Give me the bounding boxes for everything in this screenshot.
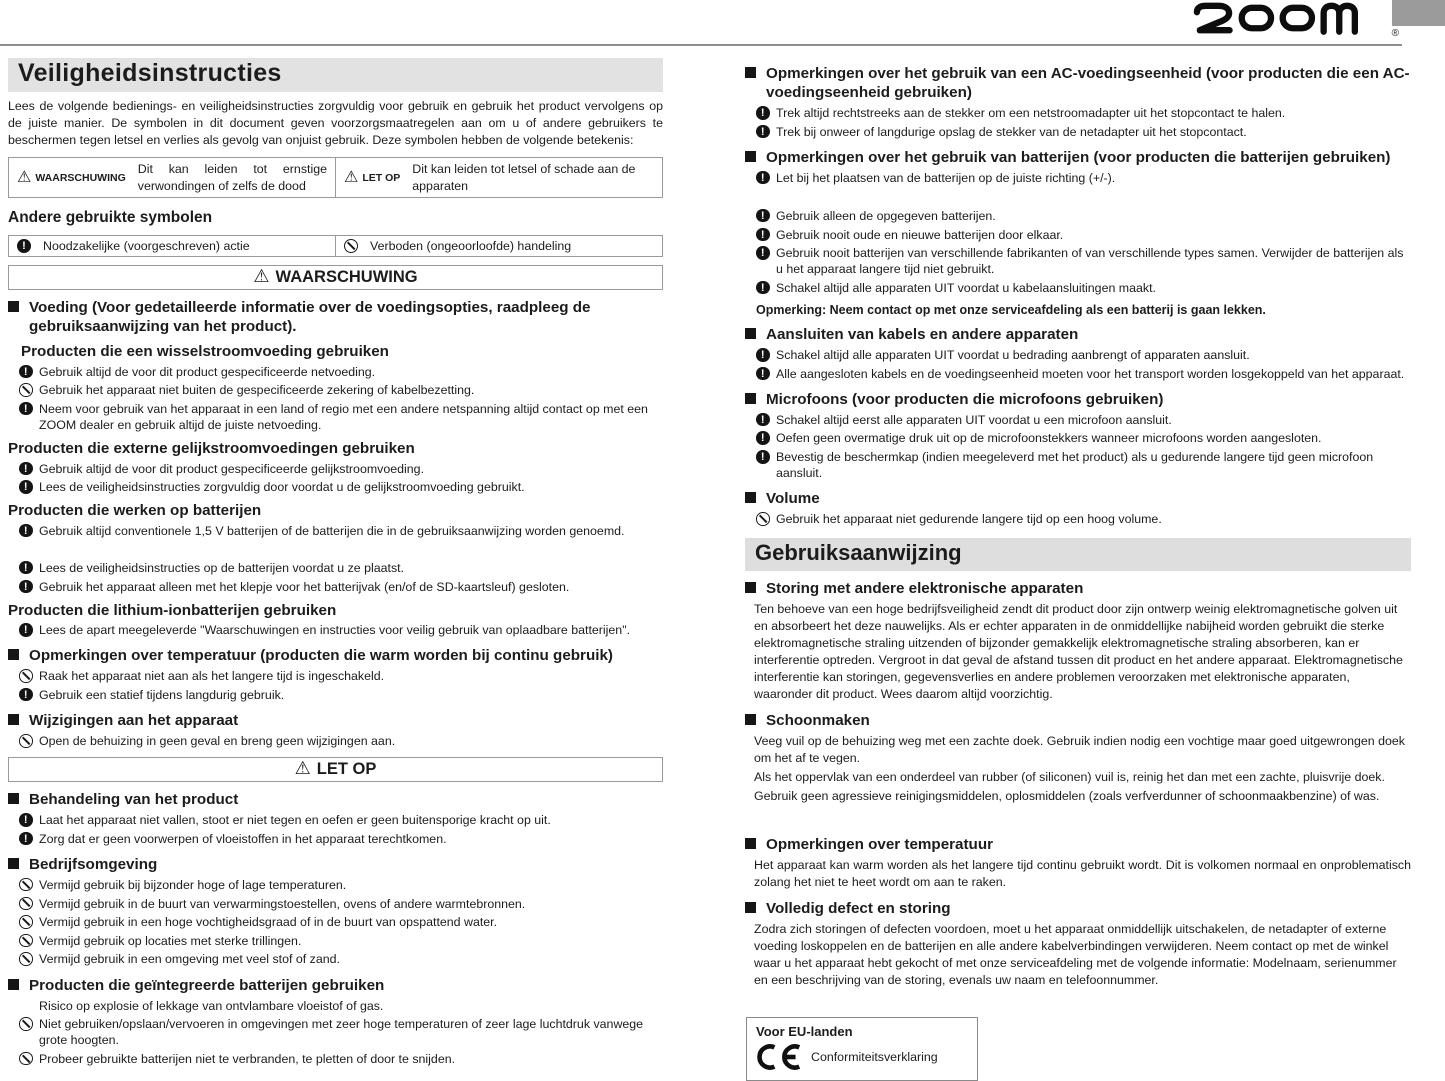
instruction-text: Vermijd gebruik in de buurt van verwarmingstoestellen, ovens of andere warmtebronnen. xyxy=(39,896,526,911)
zoom-logo xyxy=(1193,2,1399,38)
instruction-text: Trek bij onweer of langdurige opslag de stekker van de netadapter uit het stopcontact. xyxy=(776,124,1247,139)
prohibited-icon xyxy=(19,878,33,892)
instruction-text: Gebruik het apparaat niet buiten de gespecificeerde zekering of kabelbezetting. xyxy=(39,383,475,398)
eu-box-title: Voor EU-landen xyxy=(756,1024,853,1040)
instruction-text: Trek altijd rechtstreeks aan de stekker om een netstroomadapter uit het stopcontact te halen. xyxy=(776,106,1286,120)
instruction-item xyxy=(8,831,663,847)
section-heading xyxy=(745,835,1411,854)
instruction-text: Vermijd gebruik in een omgeving met veel stof of zand. xyxy=(39,952,340,967)
subsection-heading: Producten die een wisselstroomvoeding gebruiken xyxy=(21,343,389,361)
instruction-text: Niet gebruiken/opslaan/vervoeren in omgevingen met zeer hoge temperaturen of zeer lage luchtdruk vanwege grote hoogten. xyxy=(39,1017,644,1048)
section-heading-text: Wijzigingen aan het apparaat xyxy=(29,712,239,730)
instruction-item xyxy=(745,449,1411,481)
instruction-item xyxy=(745,412,1411,428)
instruction-text: Alle aangesloten kabels en de voedingseenheid moeten voor het transport worden losgekoppeld van het apparaat. xyxy=(776,366,1405,381)
instruction-text: Vermijd gebruik in een hoge vochtigheidsgraad of in de buurt van opspattend water. xyxy=(39,915,498,930)
instruction-item xyxy=(8,622,663,638)
section-heading-text: Opmerkingen over het gebruik van batterijen (voor producten die batterijen gebruiken) xyxy=(766,148,1391,166)
banner-label: LET OP xyxy=(316,760,377,779)
section-heading xyxy=(745,390,1411,409)
prohibited-icon xyxy=(19,669,33,683)
instruction-item xyxy=(745,280,1411,296)
note: Opmerking: Neem contact op met onze serviceafdeling als een batterij is gaan lekken. xyxy=(756,303,1266,317)
instruction-text: Gebruik altijd conventionele 1,5 V batterijen of de batterijen die in de gebruiksaanwijzing worden genoemd. xyxy=(39,523,625,538)
instruction-item xyxy=(8,1051,663,1067)
instruction-text: Raak het apparaat niet aan als het langere tijd is ingeschakeld. xyxy=(39,669,385,684)
mandatory-icon xyxy=(756,413,770,427)
severity-cell-warning xyxy=(9,158,336,198)
instruction-text: Gebruik het apparaat alleen met het klepje voor het batterijvak (en/of de SD-kaartsleuf) gesloten. xyxy=(39,579,570,594)
symbol-cell-prohibited xyxy=(336,236,663,257)
instruction-text: Lees de veiligheidsinstructies op de batterijen voordat u ze plaatst. xyxy=(39,560,405,575)
instruction-text: Probeer gebruikte batterijen niet te verbranden, te pletten of door te snijden. xyxy=(39,1051,456,1066)
section-heading xyxy=(8,790,663,809)
page-corner-tab xyxy=(1392,0,1445,26)
prohibited-icon xyxy=(19,1017,33,1031)
instruction-item xyxy=(745,105,1411,121)
banner-label: WAARSCHUWING xyxy=(275,268,418,287)
left-blocks xyxy=(8,265,663,1067)
instruction-text: Bevestig de beschermkap (indien meegeleverd met het product) als u gedurende langere tijd geen microfoon aansluit. xyxy=(776,450,1374,481)
instruction-item xyxy=(745,170,1411,186)
mandatory-icon xyxy=(756,228,770,242)
mandatory-icon xyxy=(19,462,33,476)
section-heading-text: Opmerkingen over temperatuur xyxy=(766,836,994,854)
instruction-item xyxy=(8,382,663,398)
mandatory-icon xyxy=(19,688,33,702)
mandatory-icon xyxy=(19,580,33,594)
section-heading-text: Volledig defect en storing xyxy=(766,900,951,918)
section-heading-text: Aansluiten van kabels en andere apparaten xyxy=(766,326,1079,343)
instruction-item xyxy=(8,523,663,539)
instruction-text: Risico op explosie of lekkage van ontvlambare vloeistof of gas. xyxy=(39,998,384,1013)
section-square-icon xyxy=(8,649,19,660)
section-square-icon xyxy=(8,301,19,312)
instruction-text: Gebruik een statief tijdens langdurig gebruik. xyxy=(39,687,285,702)
section-square-icon xyxy=(745,67,756,78)
section-heading xyxy=(8,855,663,874)
severity-label: WAARSCHUWING xyxy=(35,171,126,184)
instruction-item xyxy=(745,430,1411,446)
instruction-item xyxy=(8,896,663,912)
mandatory-icon xyxy=(19,561,33,575)
prohibited-icon xyxy=(19,383,33,397)
instruction-item xyxy=(8,812,663,828)
instruction-item xyxy=(8,401,663,433)
instruction-item xyxy=(745,227,1411,243)
mandatory-icon xyxy=(19,402,33,416)
page-title: Veiligheidsinstructies xyxy=(8,58,663,92)
section-heading xyxy=(8,646,663,665)
spacer xyxy=(745,807,1411,827)
zoom-logo-glyphs xyxy=(1193,2,1388,36)
instruction-text: Laat het apparaat niet vallen, stoot er niet tegen en oefen er geen buitensporige kracht op uit. xyxy=(39,813,551,828)
section-heading xyxy=(8,976,663,995)
mandatory-icon xyxy=(756,367,770,381)
instruction-item xyxy=(8,998,663,1014)
mandatory-icon xyxy=(19,623,33,637)
instruction-text: Zorg dat er geen voorwerpen of vloeistoffen in het apparaat terechtkomen. xyxy=(39,831,447,846)
section-square-icon xyxy=(745,582,756,593)
mandatory-icon xyxy=(756,281,770,295)
instruction-text: Vermijd gebruik op locaties met sterke trillingen. xyxy=(39,933,302,948)
symbol-desc: Verboden (ongeoorloofde) handeling xyxy=(370,239,572,254)
subsection-heading: Producten die externe gelijkstroomvoedingen gebruiken xyxy=(8,440,415,458)
mandatory-icon xyxy=(19,832,33,846)
body-paragraph: Als het oppervlak van een onderdeel van rubber (of siliconen) vuil is, reinig het dan met een zachte, pluisvrije doek. xyxy=(754,770,1385,785)
mandatory-icon xyxy=(756,209,770,223)
section-heading-text: Producten die geïntegreerde batterijen gebruiken xyxy=(29,976,385,994)
section-heading xyxy=(745,148,1411,167)
warning-triangle-icon xyxy=(344,170,362,186)
section-square-icon xyxy=(745,838,756,849)
section-heading xyxy=(745,325,1411,344)
section-square-icon xyxy=(745,151,756,162)
symbol-desc: Noodzakelijke (voorgeschreven) actie xyxy=(43,239,250,254)
body-paragraph: Ten behoeve van een hoge bedrijfsveiligheid zendt dit product door zijn ontwerp weinig elektromagnetische golven uit en absorbeert het deze nauwelijks. Als er echter apparaten in de onmiddellijke nabijheid worden gebruikt die sterke elektromagnetische straling uitzenden of bijzonder gemakkelijk elektromagnetische straling absorberen, kan er interferentie optreden. Vergroot in dat geval de afstand tussen dit product en het andere apparaat. Elektromagnetische interferentie kan storingen, gegevensverlies en andere problemen veroorzaken met elektronische apparaten, waaronder dit product. Wees daarom altijd voorzichtig. xyxy=(754,602,1403,702)
section-heading-text: Schoonmaken xyxy=(766,712,870,730)
mandatory-icon xyxy=(756,125,770,139)
section-square-icon xyxy=(745,902,756,913)
section-square-icon xyxy=(8,858,19,869)
section-heading xyxy=(745,711,1411,730)
instruction-item xyxy=(745,208,1411,224)
mandatory-icon xyxy=(756,348,770,362)
instruction-text: Gebruik nooit batterijen van verschillende fabrikanten of van verschillende types samen. Verwijder de batterijen als u het apparaat langere tijd niet gebruikt. xyxy=(776,246,1404,277)
instruction-item xyxy=(745,347,1411,363)
warning-triangle-icon xyxy=(253,268,275,286)
instruction-item xyxy=(8,933,663,949)
section-square-icon xyxy=(745,714,756,725)
mandatory-icon xyxy=(756,431,770,445)
section-heading-text: Opmerkingen over temperatuur (producten die warm worden bij continu gebruik) xyxy=(29,647,613,665)
section-heading xyxy=(745,64,1411,102)
severity-desc: Dit kan leiden tot letsel of schade aan de apparaten xyxy=(412,162,636,193)
instruction-item xyxy=(8,560,663,576)
section-heading-text: Bedrijfsomgeving xyxy=(29,855,158,873)
header-divider xyxy=(0,44,1402,46)
section-heading-text: Microfoons (voor producten die microfoons gebruiken) xyxy=(766,390,1164,408)
instruction-item xyxy=(745,366,1411,382)
section-heading-text: Opmerkingen over het gebruik van een AC-voedingseenheid (voor producten die een AC-voedingseenheid gebruiken) xyxy=(766,65,1410,101)
body-paragraph: Veeg vuil op de behuizing weg met een zachte doek. Gebruik indien nodig een vochtige maar goed uitgewrongen doek om het af te vegen. xyxy=(754,734,1405,766)
mandatory-icon xyxy=(756,246,770,260)
body-paragraph: Gebruik geen agressieve reinigingsmiddelen, oplosmiddelen (zoals verfverdunner of schoonmaakbenzine) of was. xyxy=(754,789,1380,804)
prohibited-icon xyxy=(19,952,33,966)
instruction-item xyxy=(8,914,663,930)
section-square-icon xyxy=(745,393,756,404)
mandatory-action-icon xyxy=(17,239,31,253)
spacer xyxy=(8,541,663,557)
mandatory-icon xyxy=(756,450,770,464)
instruction-text: Gebruik altijd de voor dit product gespecificeerde netvoeding. xyxy=(39,364,376,379)
instruction-item xyxy=(8,364,663,380)
right-blocks xyxy=(745,64,1411,989)
section-heading-text: Behandeling van het product xyxy=(29,791,239,809)
eu-declaration-box xyxy=(746,1017,978,1081)
instruction-item xyxy=(8,668,663,684)
instruction-item xyxy=(745,511,1411,527)
section-heading xyxy=(745,899,1411,918)
instruction-text: Lees de apart meegeleverde "Waarschuwingen en instructies voor veilig gebruik van oplaadbare batterijen". xyxy=(39,623,631,638)
severity-label: LET OP xyxy=(362,171,401,184)
warning-banner xyxy=(8,757,663,782)
instruction-text: Open de behuizing in geen geval en breng geen wijzigingen aan. xyxy=(39,734,396,749)
warning-triangle-icon xyxy=(17,170,35,186)
instruction-text: Schakel altijd alle apparaten UIT voordat u bedrading aanbrengt of apparaten aansluit. xyxy=(776,348,1250,362)
section-heading xyxy=(8,298,663,336)
mandatory-icon xyxy=(19,480,33,494)
prohibited-icon xyxy=(19,1052,33,1066)
prohibited-icon xyxy=(19,934,33,948)
symbols-heading: Andere gebruikte symbolen xyxy=(8,209,213,227)
instruction-item xyxy=(8,479,663,495)
warning-banner xyxy=(8,265,663,290)
eu-box-text: Conformiteitsverklaring xyxy=(811,1050,938,1065)
section-heading-text: Voeding (Voor gedetailleerde informatie over de voedingsopties, raadpleeg de gebruiksaanwijzing van het product). xyxy=(29,299,591,336)
section-square-icon xyxy=(8,714,19,725)
instruction-text: Schakel altijd eerst alle apparaten UIT voordat u een microfoon aansluit. xyxy=(776,412,1172,427)
severity-table xyxy=(8,157,663,198)
mandatory-icon xyxy=(19,365,33,379)
severity-desc: Dit kan leiden tot ernstige verwondingen of zelfs de dood xyxy=(137,162,327,193)
symbols-table xyxy=(8,235,663,257)
mandatory-icon xyxy=(756,106,770,120)
section-square-icon xyxy=(8,793,19,804)
section-heading xyxy=(745,489,1411,508)
instruction-text: Vermijd gebruik bij bijzonder hoge of lage temperaturen. xyxy=(39,877,347,892)
instruction-text: Neem voor gebruik van het apparaat in een land of regio met een andere netspanning altijd contact op met een ZOOM dealer en gebruik altijd de juiste netvoeding. xyxy=(39,401,648,432)
mandatory-icon xyxy=(19,813,33,827)
instruction-text: Gebruik altijd de voor dit product gespecificeerde gelijkstroomvoeding. xyxy=(39,461,425,476)
warning-triangle-icon xyxy=(295,760,317,778)
instruction-text: Oefen geen overmatige druk uit op de microfoonstekkers wanneer microfoons worden aangesloten. xyxy=(776,431,1322,446)
section-square-icon xyxy=(745,492,756,503)
section-title-bar: Gebruiksaanwijzing xyxy=(745,538,1411,571)
instruction-item xyxy=(745,245,1411,277)
body-paragraph: Zodra zich storingen of defecten voordoen, moet u het apparaat onmiddellijk uitschakelen, de netadapter of externe voeding loskoppelen en de batterijen en alle andere kabelverbindingen verwijderen. Neem contact op met de winkel waar u het apparaat hebt gekocht of met onze serviceafdeling met de volgende informatie: Modelnaam, serienummer en een beschrijving van de storing, evenals uw naam en telefoonnummer. xyxy=(754,922,1397,988)
instruction-item xyxy=(8,877,663,893)
section-heading xyxy=(8,711,663,730)
instruction-item xyxy=(745,124,1411,140)
body-paragraph: Het apparaat kan warm worden als het langere tijd continu gebruikt wordt. Dit is volkomen normaal en onproblematisch zolang het niet te heet wordt om aan te raken. xyxy=(754,858,1411,890)
symbol-cell-mandatory xyxy=(9,236,336,257)
prohibited-icon xyxy=(19,915,33,929)
instruction-item xyxy=(8,687,663,703)
prohibited-icon xyxy=(344,239,358,253)
intro-paragraph: Lees de volgende bedienings- en veiligheidsinstructies zorgvuldig voor gebruik en gebruik het product vervolgens op de juiste manier. De symbolen in dit document geven voorzorgsmaatregelen aan om u of andere gebruikers te beschermen tegen letsel en verlies als gevolg van onjuist gebruik. Deze symbolen hebben de volgende betekenis: xyxy=(8,99,663,148)
mandatory-icon xyxy=(756,171,770,185)
spacer xyxy=(745,188,1411,205)
prohibited-icon xyxy=(756,512,770,526)
section-square-icon xyxy=(745,328,756,339)
instruction-item xyxy=(8,461,663,477)
subsection-heading: Producten die werken op batterijen xyxy=(8,502,262,520)
severity-cell-caution xyxy=(336,158,663,198)
prohibited-icon xyxy=(19,897,33,911)
subsection-heading: Producten die lithium-ionbatterijen gebruiken xyxy=(8,601,337,619)
ce-mark-icon xyxy=(756,1042,802,1072)
instruction-text: Schakel altijd alle apparaten UIT voordat u kabelaansluitingen maakt. xyxy=(776,280,1156,295)
instruction-text: Let bij het plaatsen van de batterijen op de juiste richting (+/-). xyxy=(776,170,1116,185)
instruction-item xyxy=(8,733,663,749)
instruction-text: Lees de veiligheidsinstructies zorgvuldig door voordat u de gelijkstroomvoeding gebruikt. xyxy=(39,480,525,495)
section-heading-text: Storing met andere elektronische apparaten xyxy=(766,580,1084,598)
right-column xyxy=(745,56,1411,1081)
section-heading-text: Volume xyxy=(766,490,820,508)
instruction-item xyxy=(8,951,663,967)
instruction-item xyxy=(8,579,663,595)
prohibited-icon xyxy=(19,734,33,748)
instruction-text: Gebruik het apparaat niet gedurende langere tijd op een hoog volume. xyxy=(776,512,1162,527)
section-heading xyxy=(745,579,1411,598)
left-column xyxy=(8,58,663,1070)
instruction-text: Gebruik nooit oude en nieuwe batterijen door elkaar. xyxy=(776,227,1064,242)
instruction-item xyxy=(8,1016,663,1048)
mandatory-icon xyxy=(19,524,33,538)
registered-mark: ® xyxy=(1391,28,1399,39)
instruction-text: Gebruik alleen de opgegeven batterijen. xyxy=(776,208,996,223)
